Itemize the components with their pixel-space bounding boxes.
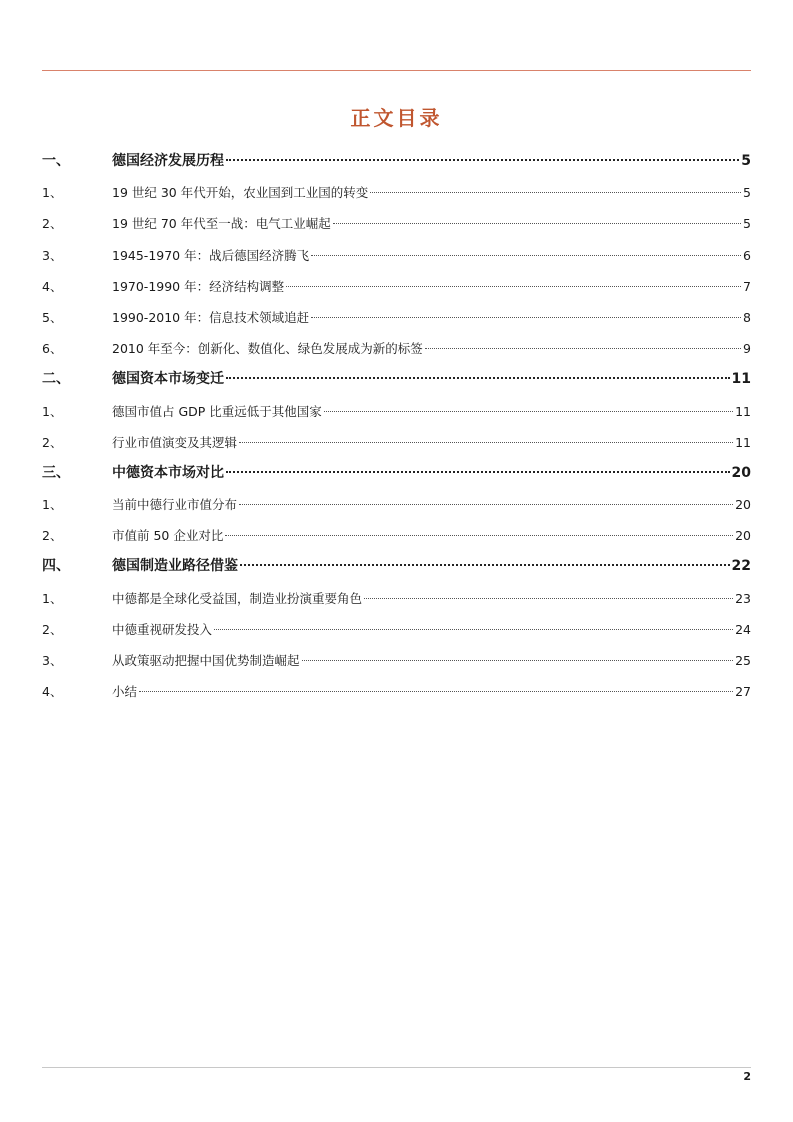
toc-entry-title[interactable]: 小结 xyxy=(112,684,138,700)
toc-section-entry[interactable] xyxy=(42,551,751,582)
toc-subsection-entry[interactable] xyxy=(42,271,751,302)
toc-entry-title[interactable]: 行业市值演变及其逻辑 xyxy=(112,434,238,450)
toc-entry-title[interactable]: 德国市值占 GDP 比重远低于其他国家 xyxy=(112,403,322,419)
toc-entry-page: 11 xyxy=(735,434,751,450)
toc-entry-number: 3、 xyxy=(42,247,63,263)
toc-entry-number: 一、 xyxy=(42,153,70,169)
toc-entry-title[interactable]: 市值前 50 企业对比 xyxy=(112,528,224,544)
toc-entry-title[interactable]: 从政策驱动把握中国优势制造崛起 xyxy=(112,653,300,668)
toc-section-entry[interactable] xyxy=(42,458,751,489)
toc-entry-title[interactable]: 德国资本市场变迁 xyxy=(112,371,224,388)
toc-entry-page: 25 xyxy=(735,653,751,668)
toc-entry-page: 20 xyxy=(735,528,751,544)
toc-dot-leader xyxy=(311,317,741,318)
toc-entry-number: 二、 xyxy=(42,371,70,388)
toc-entry-page: 27 xyxy=(735,684,751,700)
toc-dot-leader xyxy=(311,255,741,256)
footer-rule xyxy=(42,1067,751,1068)
toc-subsection-entry[interactable] xyxy=(42,645,751,676)
toc-entry-page: 5 xyxy=(743,216,751,232)
toc-entry-title[interactable]: 1945-1970 年：战后德国经济腾飞 xyxy=(112,247,310,263)
toc-entry-number: 1、 xyxy=(42,403,63,419)
toc-entry-page: 20 xyxy=(735,497,751,513)
toc-entry-page: 11 xyxy=(735,403,751,419)
toc-dot-leader xyxy=(139,691,733,692)
toc-dot-leader xyxy=(240,564,730,566)
toc-subsection-entry[interactable] xyxy=(42,427,751,458)
toc-dot-leader xyxy=(239,442,733,443)
toc-entry-number: 6、 xyxy=(42,341,63,357)
toc-entry-title[interactable]: 1970-1990 年：经济结构调整 xyxy=(112,278,285,294)
toc-subsection-entry[interactable] xyxy=(42,489,751,520)
toc-entry-number: 1、 xyxy=(42,590,63,606)
toc-entry-number: 2、 xyxy=(42,621,63,637)
table-of-contents xyxy=(42,146,751,707)
toc-entry-title[interactable]: 德国制造业路径借鉴 xyxy=(112,558,238,575)
toc-entry-number: 5、 xyxy=(42,309,63,325)
toc-entry-page: 7 xyxy=(743,278,751,294)
toc-section-entry[interactable] xyxy=(42,146,751,177)
toc-entry-number: 1、 xyxy=(42,497,63,513)
toc-entry-number: 1、 xyxy=(42,185,63,201)
toc-subsection-entry[interactable] xyxy=(42,583,751,614)
toc-entry-page: 23 xyxy=(735,590,751,606)
toc-subsection-entry[interactable] xyxy=(42,614,751,645)
toc-dot-leader xyxy=(333,223,741,224)
toc-subsection-entry[interactable] xyxy=(42,333,751,364)
toc-entry-page: 5 xyxy=(741,153,751,169)
toc-entry-title[interactable]: 1990-2010 年：信息技术领域追赶 xyxy=(112,309,310,325)
toc-subsection-entry[interactable] xyxy=(42,177,751,208)
toc-dot-leader xyxy=(324,411,733,412)
toc-subsection-entry[interactable] xyxy=(42,520,751,551)
toc-entry-number: 三、 xyxy=(42,464,70,481)
toc-entry-title[interactable]: 19 世纪 30 年代开始，农业国到工业国的转变 xyxy=(112,185,369,201)
toc-dot-leader xyxy=(214,629,733,630)
toc-entry-title[interactable]: 19 世纪 70 年代至一战：电气工业崛起 xyxy=(112,216,331,232)
toc-dot-leader xyxy=(302,660,734,661)
toc-subsection-entry[interactable] xyxy=(42,208,751,239)
toc-subsection-entry[interactable] xyxy=(42,240,751,271)
toc-dot-leader xyxy=(425,348,741,349)
toc-dot-leader xyxy=(226,377,730,379)
toc-entry-page: 6 xyxy=(743,247,751,263)
toc-subsection-entry[interactable] xyxy=(42,676,751,707)
toc-entry-number: 2、 xyxy=(42,434,63,450)
toc-dot-leader xyxy=(364,598,733,599)
toc-dot-leader xyxy=(225,535,733,536)
toc-subsection-entry[interactable] xyxy=(42,396,751,427)
toc-entry-page: 24 xyxy=(735,621,751,637)
toc-entry-page: 9 xyxy=(743,341,751,357)
toc-entry-number: 4、 xyxy=(42,684,63,700)
toc-entry-number: 四、 xyxy=(42,558,70,575)
toc-dot-leader xyxy=(239,504,733,505)
toc-dot-leader xyxy=(286,286,741,287)
toc-title: 正文目录 xyxy=(350,106,443,130)
toc-entry-title[interactable]: 2010 年至今：创新化、数值化、绿色发展成为新的标签 xyxy=(112,341,423,357)
toc-section-entry[interactable] xyxy=(42,364,751,395)
toc-entry-title[interactable]: 当前中德行业市值分布 xyxy=(112,497,238,513)
toc-entry-title[interactable]: 中德重视研发投入 xyxy=(112,621,213,637)
toc-entry-page: 8 xyxy=(743,309,751,325)
toc-entry-title[interactable]: 中德都是全球化受益国，制造业扮演重要角色 xyxy=(112,590,363,606)
header-rule xyxy=(42,70,751,71)
toc-entry-title[interactable]: 德国经济发展历程 xyxy=(112,153,224,169)
toc-entry-number: 3、 xyxy=(42,653,63,668)
toc-entry-page: 11 xyxy=(731,371,751,388)
toc-entry-number: 2、 xyxy=(42,528,63,544)
toc-entry-page: 22 xyxy=(731,558,751,575)
toc-entry-page: 20 xyxy=(731,464,751,481)
toc-entry-page: 5 xyxy=(743,185,751,201)
toc-dot-leader xyxy=(226,471,730,473)
toc-entry-number: 4、 xyxy=(42,278,63,294)
toc-entry-title[interactable]: 中德资本市场对比 xyxy=(112,464,224,481)
page-number: 2 xyxy=(743,1070,751,1083)
toc-dot-leader xyxy=(226,159,739,161)
toc-entry-number: 2、 xyxy=(42,216,63,232)
toc-subsection-entry[interactable] xyxy=(42,302,751,333)
toc-dot-leader xyxy=(370,192,741,193)
